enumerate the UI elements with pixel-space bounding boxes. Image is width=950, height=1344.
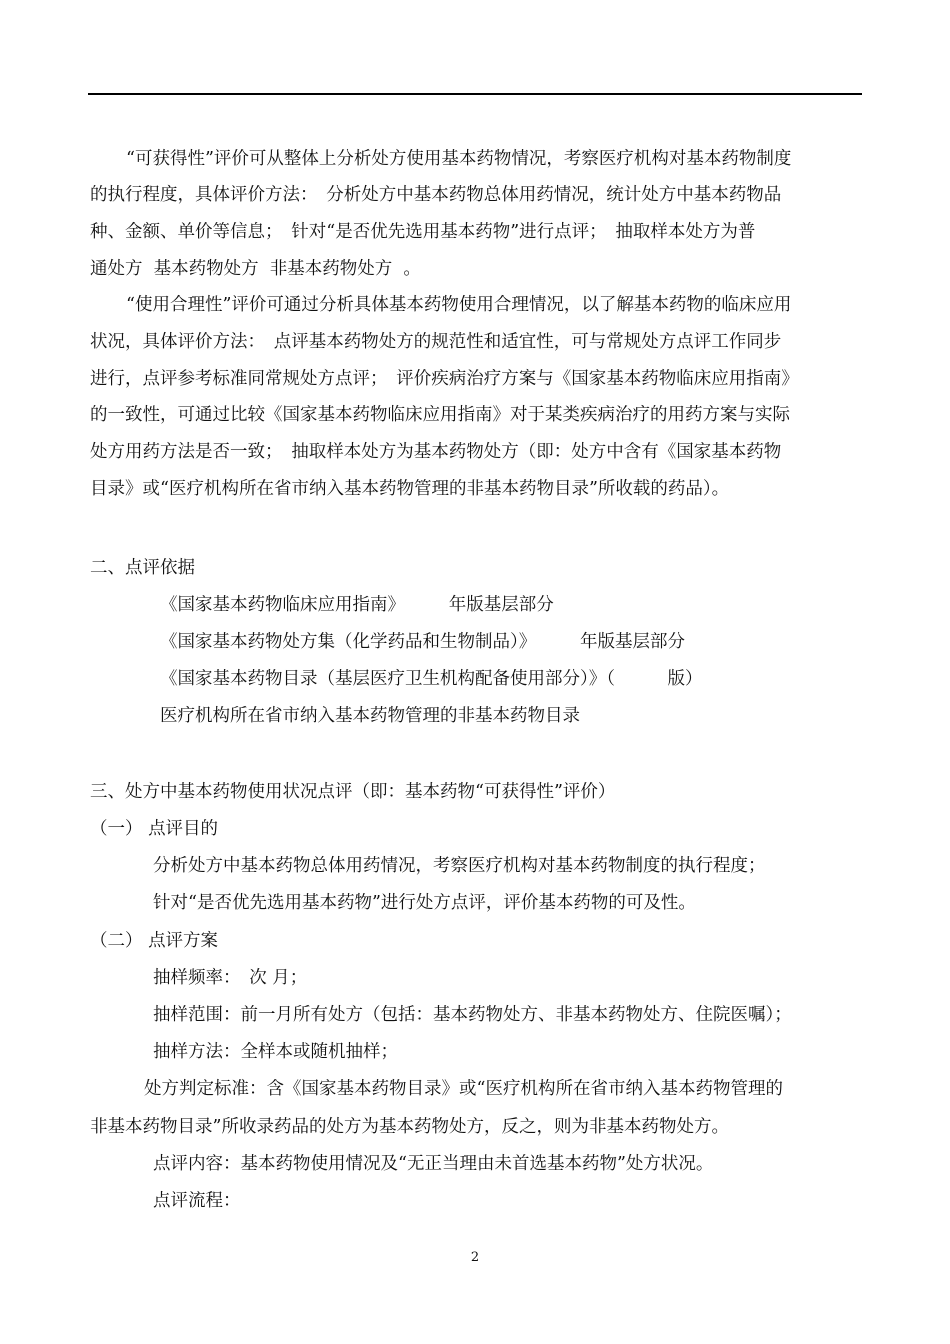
basis-item-catalog: 《国家基本药物目录（基层医疗卫生机构配备使用部分）》（ 版） xyxy=(160,669,703,689)
purpose-item-1: 分析处方中基本药物总体用药情况，考察医疗机构对基本药物制度的执行程度； xyxy=(153,856,766,876)
sub-two-heading: （二） 点评方案 xyxy=(90,931,219,951)
sampling-frequency: 抽样频率： 次 月； xyxy=(153,968,308,988)
availability-line-1: “可获得性”评价可从整体上分析处方使用基本药物情况，考察医疗机构对基本药物制度 xyxy=(126,149,792,169)
rationality-line-2: 状况，具体评价方法： 点评基本药物处方的规范性和适宜性，可与常规处方点评工作同步 xyxy=(90,332,782,352)
basis-item-guide: 《国家基本药物临床应用指南》 年版基层部分 xyxy=(160,595,554,615)
sampling-scope: 抽样范围：前一月所有处方（包括：基本药物处方、非基本药物处方、住院医嘱）； xyxy=(153,1005,792,1025)
criteria-line-2: 非基本药物目录”所收录药品的处方为基本药物处方，反之，则为非基本药物处方。 xyxy=(90,1117,729,1137)
purpose-item-2: 针对“是否优先选用基本药物”进行处方点评，评价基本药物的可及性。 xyxy=(153,893,696,913)
criteria-line-1: 处方判定标准：含《国家基本药物目录》或“医疗机构所在省市纳入基本药物管理的 xyxy=(144,1079,783,1099)
header-rule xyxy=(88,93,862,95)
basis-item-provincial-list: 医疗机构所在省市纳入基本药物管理的非基本药物目录 xyxy=(160,706,580,726)
section-two-heading: 二、点评依据 xyxy=(90,558,195,578)
availability-line-4: 通处方 基本药物处方 非基本药物处方 。 xyxy=(90,259,421,279)
sub-one-heading: （一） 点评目的 xyxy=(90,819,219,839)
review-content: 点评内容：基本药物使用情况及“无正当理由未首选基本药物”处方状况。 xyxy=(153,1154,714,1174)
sampling-method: 抽样方法：全样本或随机抽样； xyxy=(153,1042,398,1062)
page-number: 2 xyxy=(470,1250,480,1265)
rationality-line-4: 的一致性，可通过比较《国家基本药物临床应用指南》对于某类疾病治疗的用药方案与实际 xyxy=(90,405,790,425)
rationality-line-1: “使用合理性”评价可通过分析具体基本药物使用合理情况，以了解基本药物的临床应用 xyxy=(126,295,792,315)
rationality-line-3: 进行，点评参考标准同常规处方点评； 评价疾病治疗方案与《国家基本药物临床应用指南》 xyxy=(90,369,799,389)
rationality-line-6: 目录》或“医疗机构所在省市纳入基本药物管理的非基本药物目录”所收载的药品）。 xyxy=(90,479,730,499)
availability-line-2: 的执行程度，具体评价方法： 分析处方中基本药物总体用药情况，统计处方中基本药物品 xyxy=(90,185,782,205)
basis-item-formulary: 《国家基本药物处方集（化学药品和生物制品）》 年版基层部分 xyxy=(160,632,685,652)
section-three-heading: 三、处方中基本药物使用状况点评（即：基本药物“可获得性”评价） xyxy=(90,782,616,802)
review-process: 点评流程： xyxy=(153,1191,241,1211)
rationality-line-5: 处方用药方法是否一致； 抽取样本处方为基本药物处方（即：处方中含有《国家基本药物 xyxy=(90,442,782,462)
availability-line-3: 种、金额、单价等信息； 针对“是否优先选用基本药物”进行点评； 抽取样本处方为普 xyxy=(90,222,756,242)
